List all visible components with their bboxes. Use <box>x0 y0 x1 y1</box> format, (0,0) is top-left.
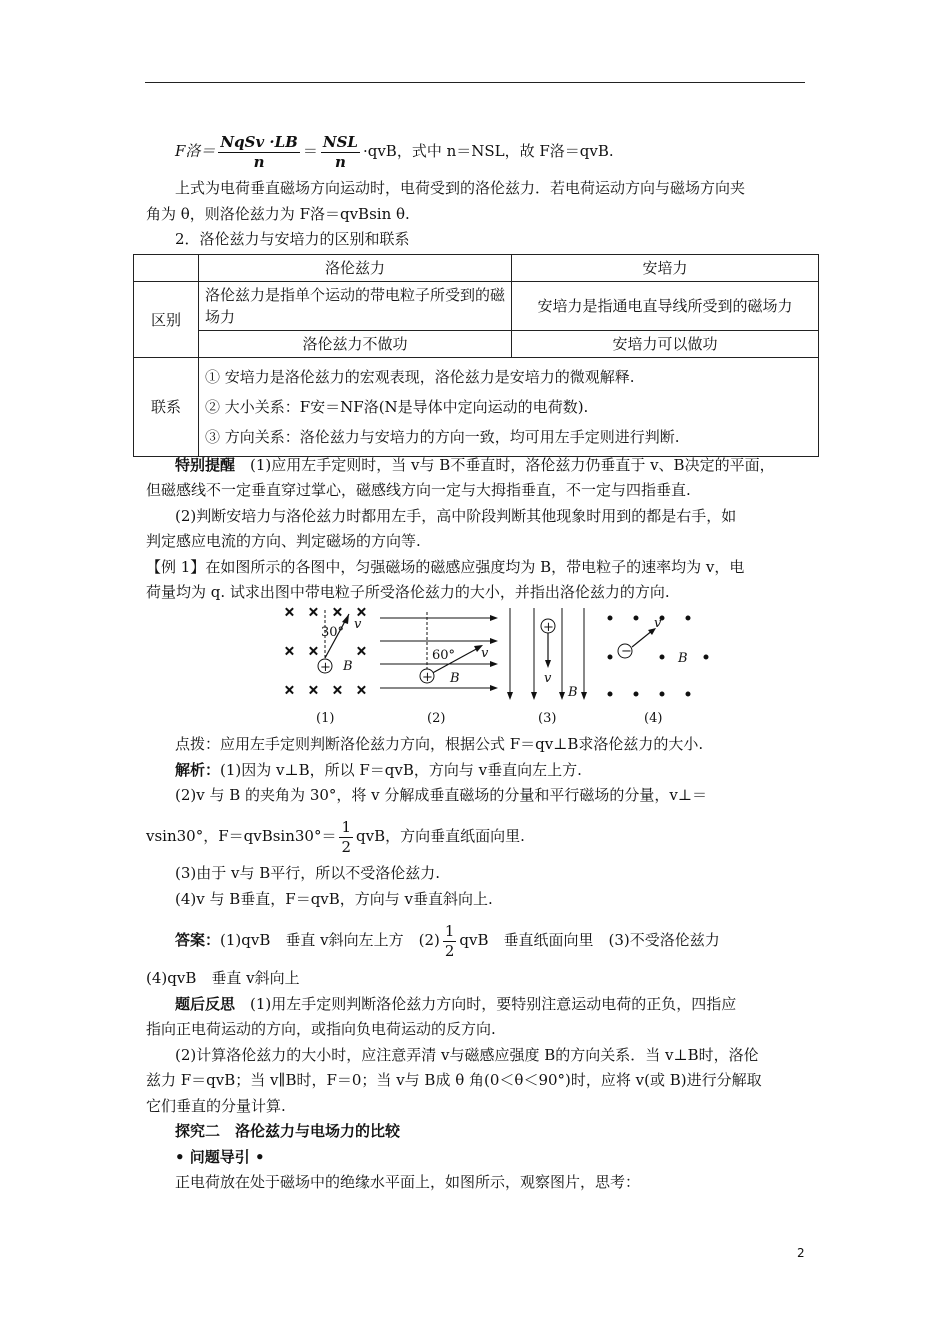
tip-label: 特别提醒 <box>175 456 236 474</box>
figure-panel-2 <box>380 612 498 726</box>
fraction-denominator: n <box>253 152 265 171</box>
formula-line <box>175 128 614 174</box>
field-dot <box>686 616 690 620</box>
field-dot <box>634 692 638 696</box>
velocity-arrow <box>632 630 653 647</box>
table-cell: 安培力可以做功 <box>512 331 819 358</box>
row-label: 区别 <box>134 282 199 358</box>
solution-text: qvB，方向垂直纸面向里. <box>356 827 525 845</box>
formula-equals: ＝ <box>302 142 318 160</box>
b-label: B <box>343 659 353 674</box>
table-cell <box>134 255 199 282</box>
v-label: v <box>481 646 489 661</box>
velocity-arrowhead <box>342 614 349 624</box>
fraction-numerator: 1 <box>341 817 352 836</box>
tip-line: 判定感应电流的方向、判定磁场的方向等. <box>146 532 421 550</box>
paragraph-line: 正电荷放在处于磁场中的绝缘水平面上，如图所示，观察图片，思考： <box>175 1173 641 1191</box>
cross-mark: × <box>284 683 295 698</box>
table-header: 洛伦兹力 <box>199 255 512 282</box>
v-label: v <box>544 671 552 686</box>
figure-panel-1 <box>284 605 367 726</box>
figure-panel-3 <box>507 608 587 726</box>
field-arrowhead <box>559 692 565 700</box>
example-text: 在如图所示的各图中，匀强磁场的磁感应强度均为 B，带电粒子的速率均为 v，电 <box>205 558 745 576</box>
reflection-line: 它们垂直的分量计算. <box>146 1097 286 1115</box>
fraction-numerator: NSL <box>322 132 358 151</box>
fraction-numerator: 1 <box>444 921 455 940</box>
example-label: 【例 1】 <box>146 558 206 576</box>
particle-sign: + <box>320 660 331 675</box>
field-dot <box>660 692 664 696</box>
reflection-line: 指向正电荷运动的方向，或指向负电荷运动的反方向. <box>146 1020 496 1038</box>
figure-panel-4 <box>608 616 708 726</box>
figure-panels <box>270 600 710 730</box>
table-row <box>134 331 819 358</box>
table-cell <box>199 358 819 457</box>
panel-label: (3) <box>538 711 557 726</box>
cross-mark: × <box>308 605 319 620</box>
cross-mark: × <box>356 683 367 698</box>
section-heading: 探究二 洛伦兹力与电场力的比较 <box>175 1122 401 1140</box>
fraction <box>321 133 360 172</box>
cross-mark: × <box>308 683 319 698</box>
solution-line: (3)由于 v与 B平行，所以不受洛伦兹力. <box>175 864 441 882</box>
field-arrowhead <box>490 661 498 667</box>
field-arrowhead <box>507 692 513 700</box>
v-label: v <box>654 616 662 631</box>
fraction-denominator: 2 <box>341 837 352 856</box>
solution-text: vsin30°，F＝qvBsin30°＝ <box>146 827 337 845</box>
field-dot <box>634 616 638 620</box>
b-label: B <box>568 685 578 700</box>
panel-label: (1) <box>316 711 335 726</box>
b-label: B <box>678 651 688 666</box>
field-arrowhead <box>581 692 587 700</box>
particle-sign: − <box>621 644 632 659</box>
tip-line: (2)判断安培力与洛伦兹力时都用左手，高中阶段判断其他现象时用到的都是右手，如 <box>175 507 737 525</box>
table-row <box>134 255 819 282</box>
table-row <box>134 358 819 457</box>
formula-rest: ·qvB，式中 n＝NSL，故 F洛＝qvB. <box>362 142 614 160</box>
cross-mark: × <box>332 683 343 698</box>
solution-label: 解析： <box>175 761 221 779</box>
field-dot <box>660 655 664 659</box>
table-cell: 洛伦兹力不做功 <box>199 331 512 358</box>
link-item: ③ 方向关系：洛伦兹力与安培力的方向一致，均可用左手定则进行判断. <box>205 428 680 446</box>
paragraph-line: 上式为电荷垂直磁场方向运动时，电荷受到的洛伦兹力．若电荷运动方向与磁场方向夹 <box>175 179 746 197</box>
answer-text: qvB 垂直纸面向里 (3)不受洛伦兹力 <box>459 931 720 949</box>
tip-text: (1)应用左手定则时，当 v与 B不垂直时，洛伦兹力仍垂直于 v、B决定的平面， <box>250 456 775 474</box>
reflection-line: 兹力 F＝qvB；当 v∥B时，F＝0；当 v与 B成 θ 角(0＜θ＜90°)时，应将 v(或 B)进行分解取 <box>146 1071 762 1089</box>
answer-line: (4)qvB 垂直 v斜向上 <box>146 969 300 987</box>
reflection-line: (2)计算洛伦兹力的大小时，应注意弄清 v与磁感应强度 B的方向关系．当 v⊥B时，洛伦 <box>175 1046 759 1064</box>
reflection-label: 题后反思 <box>175 995 236 1013</box>
fraction <box>443 922 457 961</box>
table-cell: 安培力是指通电直导线所受到的磁场力 <box>512 282 819 331</box>
solution-line: (4)v 与 B垂直，F＝qvB，方向与 v垂直斜向上. <box>175 890 493 908</box>
page-number: 2 <box>797 1246 805 1260</box>
v-label: v <box>354 617 362 632</box>
answer-line <box>175 920 720 961</box>
angle-label: 30° <box>321 625 345 640</box>
field-arrowhead <box>531 692 537 700</box>
answer-text: (1)qvB 垂直 v斜向左上方 (2) <box>220 931 440 949</box>
tip-line: 但磁感线不一定垂直穿过掌心，磁感线方向一定与大拇指垂直，不一定与四指垂直. <box>146 481 691 499</box>
table-row <box>134 282 819 331</box>
cross-mark: × <box>284 605 295 620</box>
solution-text: (1)因为 v⊥B，所以 F＝qvB，方向与 v垂直向左上方. <box>220 761 582 779</box>
fraction-numerator: NqSv ·LB <box>220 132 298 151</box>
paragraph-line: 角为 θ，则洛伦兹力为 F洛＝qvBsin θ. <box>146 205 410 223</box>
cross-mark: × <box>332 605 343 620</box>
particle-sign: + <box>543 620 554 635</box>
reflection-text: (1)用左手定则判断洛伦兹力方向时，要特别注意运动电荷的正负，四指应 <box>250 995 737 1013</box>
hint-line: 点拨：应用左手定则判断洛伦兹力方向，根据公式 F＝qv⊥B求洛伦兹力的大小. <box>175 735 704 753</box>
field-dot <box>686 692 690 696</box>
section-title: 2．洛伦兹力与安培力的区别和联系 <box>175 230 410 248</box>
cross-mark: × <box>284 644 295 659</box>
velocity-arrowhead <box>545 660 551 668</box>
panel-label: (2) <box>427 711 446 726</box>
header-rule <box>145 82 805 83</box>
field-arrowhead <box>490 685 498 691</box>
fraction <box>218 133 299 172</box>
field-dot <box>704 655 708 659</box>
field-dot <box>608 616 612 620</box>
row-label: 联系 <box>134 358 199 457</box>
cross-mark: × <box>356 644 367 659</box>
angle-label: 60° <box>432 648 456 663</box>
field-arrowhead <box>490 615 498 621</box>
cross-mark: × <box>308 644 319 659</box>
formula-lhs: F洛＝ <box>175 142 216 160</box>
answer-label: 答案： <box>175 931 221 949</box>
comparison-table <box>133 254 819 457</box>
example-line: 荷量均为 q. 试求出图中带电粒子所受洛伦兹力的大小，并指出洛伦兹力的方向. <box>146 583 670 601</box>
fraction-denominator: 2 <box>444 941 455 960</box>
table-header: 安培力 <box>512 255 819 282</box>
example-line <box>146 557 744 577</box>
fraction <box>339 818 353 857</box>
particle-sign: + <box>422 670 433 685</box>
subsection-heading: • 问题导引 • <box>175 1148 265 1166</box>
panel-label: (4) <box>644 711 663 726</box>
link-item: ① 安培力是洛伦兹力的宏观表现，洛伦兹力是安培力的微观解释. <box>205 368 635 386</box>
field-dot <box>608 655 612 659</box>
solution-line: (2)v 与 B 的夹角为 30°，将 v 分解成垂直磁场的分量和平行磁场的分量，v⊥＝ <box>175 786 707 804</box>
cross-mark: × <box>356 605 367 620</box>
b-label: B <box>450 671 460 686</box>
field-arrowhead <box>490 638 498 644</box>
field-dot <box>608 692 612 696</box>
link-item: ② 大小关系：F安＝NF洛(N是导体中定向运动的电荷数). <box>205 398 589 416</box>
solution-line <box>175 760 582 780</box>
fraction-denominator: n <box>334 152 346 171</box>
solution-line <box>146 816 525 857</box>
tip-line <box>175 455 775 475</box>
table-cell: 洛伦兹力是指单个运动的带电粒子所受到的磁场力 <box>199 282 512 331</box>
reflection-line <box>175 994 736 1014</box>
